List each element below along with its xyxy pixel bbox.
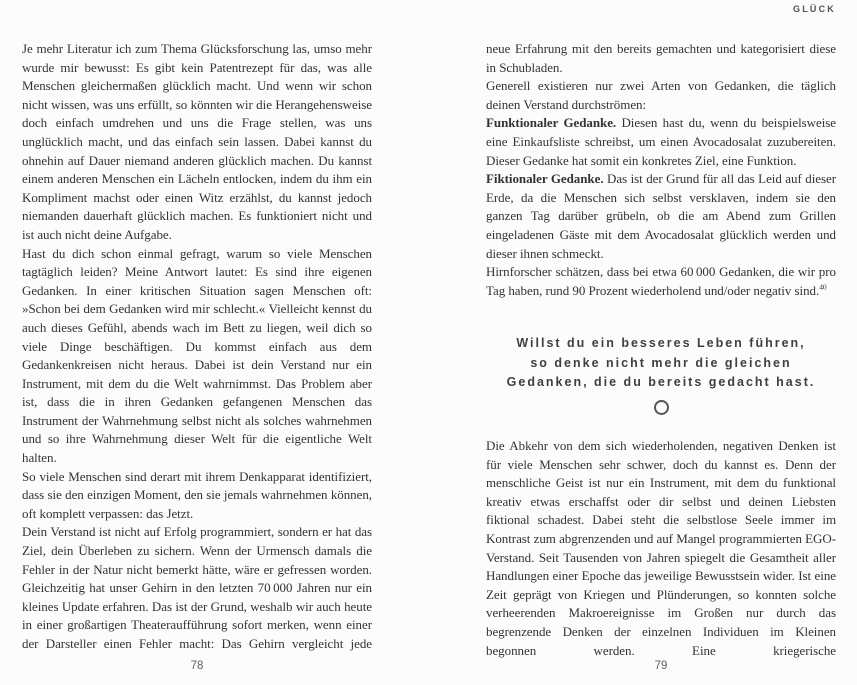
paragraph: Generell existieren nur zwei Arten von Gedanken, die täglich deinen Verstand durchströmen: xyxy=(486,78,836,112)
left-page-number: 78 xyxy=(190,660,204,672)
paragraph: neue Erfahrung mit den bereits gemachten und kategorisiert diese in Schubladen. xyxy=(486,41,836,75)
running-header: GLÜCK xyxy=(793,4,836,14)
paragraph: Hast du dich schon einmal gefragt, warum so viele Menschen tagtäglich leiden? Meine Antwort lautet: Es sind ihre eigenen Gedanken. In einer kritischen Situation sagen Menschen oft: »Schon bei dem Gedanken wird mir schlecht.« Vielleicht kennst du auch dieses Gefühl, abends wach im Bett zu liegen, weil dich so viele Dinge beschäftigen. Du kommst einfach aus dem Gedankenkreisen nicht heraus. Dabei ist dein Verstand nur ein Instrument, mit dem du die Welt wahrnimmst. Das Problem aber ist, dass die in ihren Gedanken gefangenen Menschen das Instrument der Wahrnehmung selbst nicht als solches wahrnehmen und so ihre Wahrnehmung dieser Welt für die eigentliche Welt halten. xyxy=(22,245,372,466)
right-page-text-bottom xyxy=(486,437,836,660)
right-page-number: 79 xyxy=(654,660,668,672)
pull-quote xyxy=(486,334,836,393)
pull-quote-line: so denke nicht mehr die gleichen xyxy=(530,355,792,370)
bold-lead: Funktionaler Gedanke. xyxy=(486,115,617,131)
section-ornament xyxy=(486,400,836,420)
paragraph: Hirnforscher schätzen, dass bei etwa 60 000 Gedanken, die wir pro Tag haben, rund 90 Prozent wiederholend und/oder negativ sind.$^{40}$ xyxy=(486,264,836,298)
pull-quote-line: Gedanken, die du bereits gedacht hast. xyxy=(506,375,816,389)
paragraph: So viele Menschen sind derart mit ihrem Denkapparat identifiziert, dass sie den einzigen Moment, den sie jemals wahrnehmen können, oft komplett verpassen: das Jetzt. xyxy=(22,468,372,521)
right-page-text-top xyxy=(486,40,836,300)
circle-ring-icon xyxy=(654,400,669,415)
footnote-reference: 40 xyxy=(819,282,827,292)
pull-quote-line: Willst du ein besseres Leben führen, xyxy=(516,336,806,350)
bold-lead: Fiktionaler Gedanke. xyxy=(486,171,604,187)
paragraph: Fiktionaler Gedanke. Das ist der Grund für all das Leid auf dieser Erde, da die Menschen sich selbst versklaven, indem sie den ganzen Tag darüber grübeln, ob die am Abend zum Grillen eingeladenen Gäste mit dem Avocadosalat glücklich werden und dieser ihnen schmeckt. xyxy=(486,171,837,261)
paragraph: Die Abkehr von dem sich wiederholenden, negativen Denken ist für viele Menschen sehr schwer, doch du kannst es. Denn der menschliche Geist ist nur ein Instrument, mit dem du funktional kreativ etwas erschaffst oder dir selbst und deinen Liebsten fiktional schadest. Dabei steht die selbstlose Seele immer im Kontrast zum abgrenzenden und auf Mangel programmierten EGO-Verstand. Seit Tausenden von Jahren spiegelt die Gesamtheit aller Handlungen einer Epoche das jeweilige Bewusstsein wider. Ist eine Zeit geprägt von Kriegen und Plünderungen, so konnten solche verheerenden Makroereignisse im Großen nur durch das begrenzende Denken der einzelnen Individuen im Kleinen begonnen werden. Eine kriegerische xyxy=(486,438,836,658)
left-page-text xyxy=(22,40,372,654)
paragraph: Je mehr Literatur ich zum Thema Glücksforschung las, umso mehr wurde mir bewusst: Es gibt kein Patentrezept für das, was alle Menschen gleichermaßen glücklich macht. Und wenn wir schon nicht wissen, was uns erfüllt, so könnten wir die Herangehensweise doch einfach umdrehen und uns die Frage stellen, was uns unglücklich macht, und das einfach sein lassen. Dabei kannst du ohnehin auf Dauer niemand anderen glücklich machen. Du kannst einem anderen Menschen ein Lächeln entlocken, indem du ihm ein Kompliment machst oder einen Witz erzählst, du kannst jedoch niemanden dauerhaft glücklich machen. Es funktioniert nicht und ist auch nicht deine Aufgabe. xyxy=(22,41,372,242)
paragraph: Funktionaler Gedanke. Diesen hast du, wenn du beispielsweise eine Einkaufsliste schreibst, um einen Avocadosalat zuzubereiten. Dieser Gedanke hat somit ein konkretes Ziel, eine Funktion. xyxy=(486,115,836,168)
paragraph: Dein Verstand ist nicht auf Erfolg programmiert, sondern er hat das Ziel, dein Überleben zu sichern. Wenn der Urmensch damals die Fehler in der Natur nicht bemerkt hätte, wäre er gefressen worden. Gleichzeitig hat unser Gehirn in den letzten 70 000 Jahren nur ein kleines Update erfahren. Das ist der Grund, weshalb wir auch heute in einer großartigen Theateraufführung sofort merken, wenn einer der Darsteller einen Fehler macht: Das Gehirn vergleicht jede xyxy=(22,524,372,651)
